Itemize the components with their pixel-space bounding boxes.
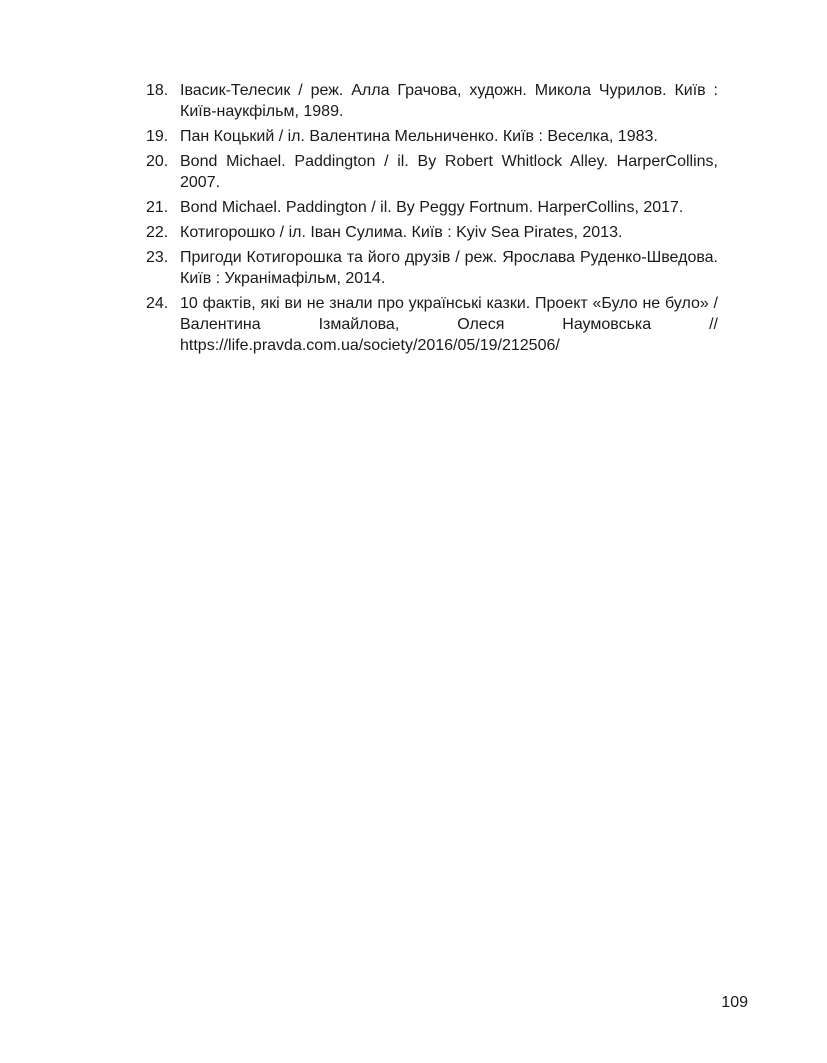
reference-list bbox=[146, 80, 718, 360]
reference-item bbox=[146, 151, 718, 193]
reference-item bbox=[146, 293, 718, 356]
reference-text: Bond Michael. Paddington / il. By Robert Whitlock Alley. HarperCollins, 2007. bbox=[180, 153, 718, 191]
reference-text: Івасик-Телесик / реж. Алла Грачова, художн. Микола Чурилов. Київ : Київ-наукфільм, 1989. bbox=[180, 82, 718, 120]
reference-number: 19. bbox=[146, 128, 169, 145]
reference-number: 18. bbox=[146, 82, 169, 99]
reference-text: Bond Michael. Paddington / il. By Peggy Fortnum. HarperCollins, 2017. bbox=[180, 199, 684, 216]
reference-item bbox=[146, 247, 718, 289]
reference-number: 23. bbox=[146, 249, 169, 266]
reference-text: Пан Коцький / іл. Валентина Мельниченко. Київ : Веселка, 1983. bbox=[180, 128, 658, 145]
reference-item bbox=[146, 126, 718, 147]
reference-text: 10 фактів, які ви не знали про українські казки. Проект «Було не було» / Валентина Ізмайлова, Олеся Наумовська // https://life.pravda.com.ua/society/2016/05/19/212506/ bbox=[180, 295, 718, 354]
reference-item bbox=[146, 197, 718, 218]
reference-number: 22. bbox=[146, 224, 169, 241]
reference-text: Пригоди Котигорошка та його друзів / реж. Ярослава Руденко-Шведова. Київ : Укранімафільм, 2014. bbox=[180, 249, 718, 287]
reference-number: 24. bbox=[146, 295, 169, 312]
reference-number: 21. bbox=[146, 199, 169, 216]
reference-text: Котигорошко / іл. Іван Сулима. Київ : Kyiv Sea Pirates, 2013. bbox=[180, 224, 623, 241]
reference-item bbox=[146, 80, 718, 122]
reference-item bbox=[146, 222, 718, 243]
reference-number: 20. bbox=[146, 153, 169, 170]
page-number: 109 bbox=[721, 994, 748, 1011]
